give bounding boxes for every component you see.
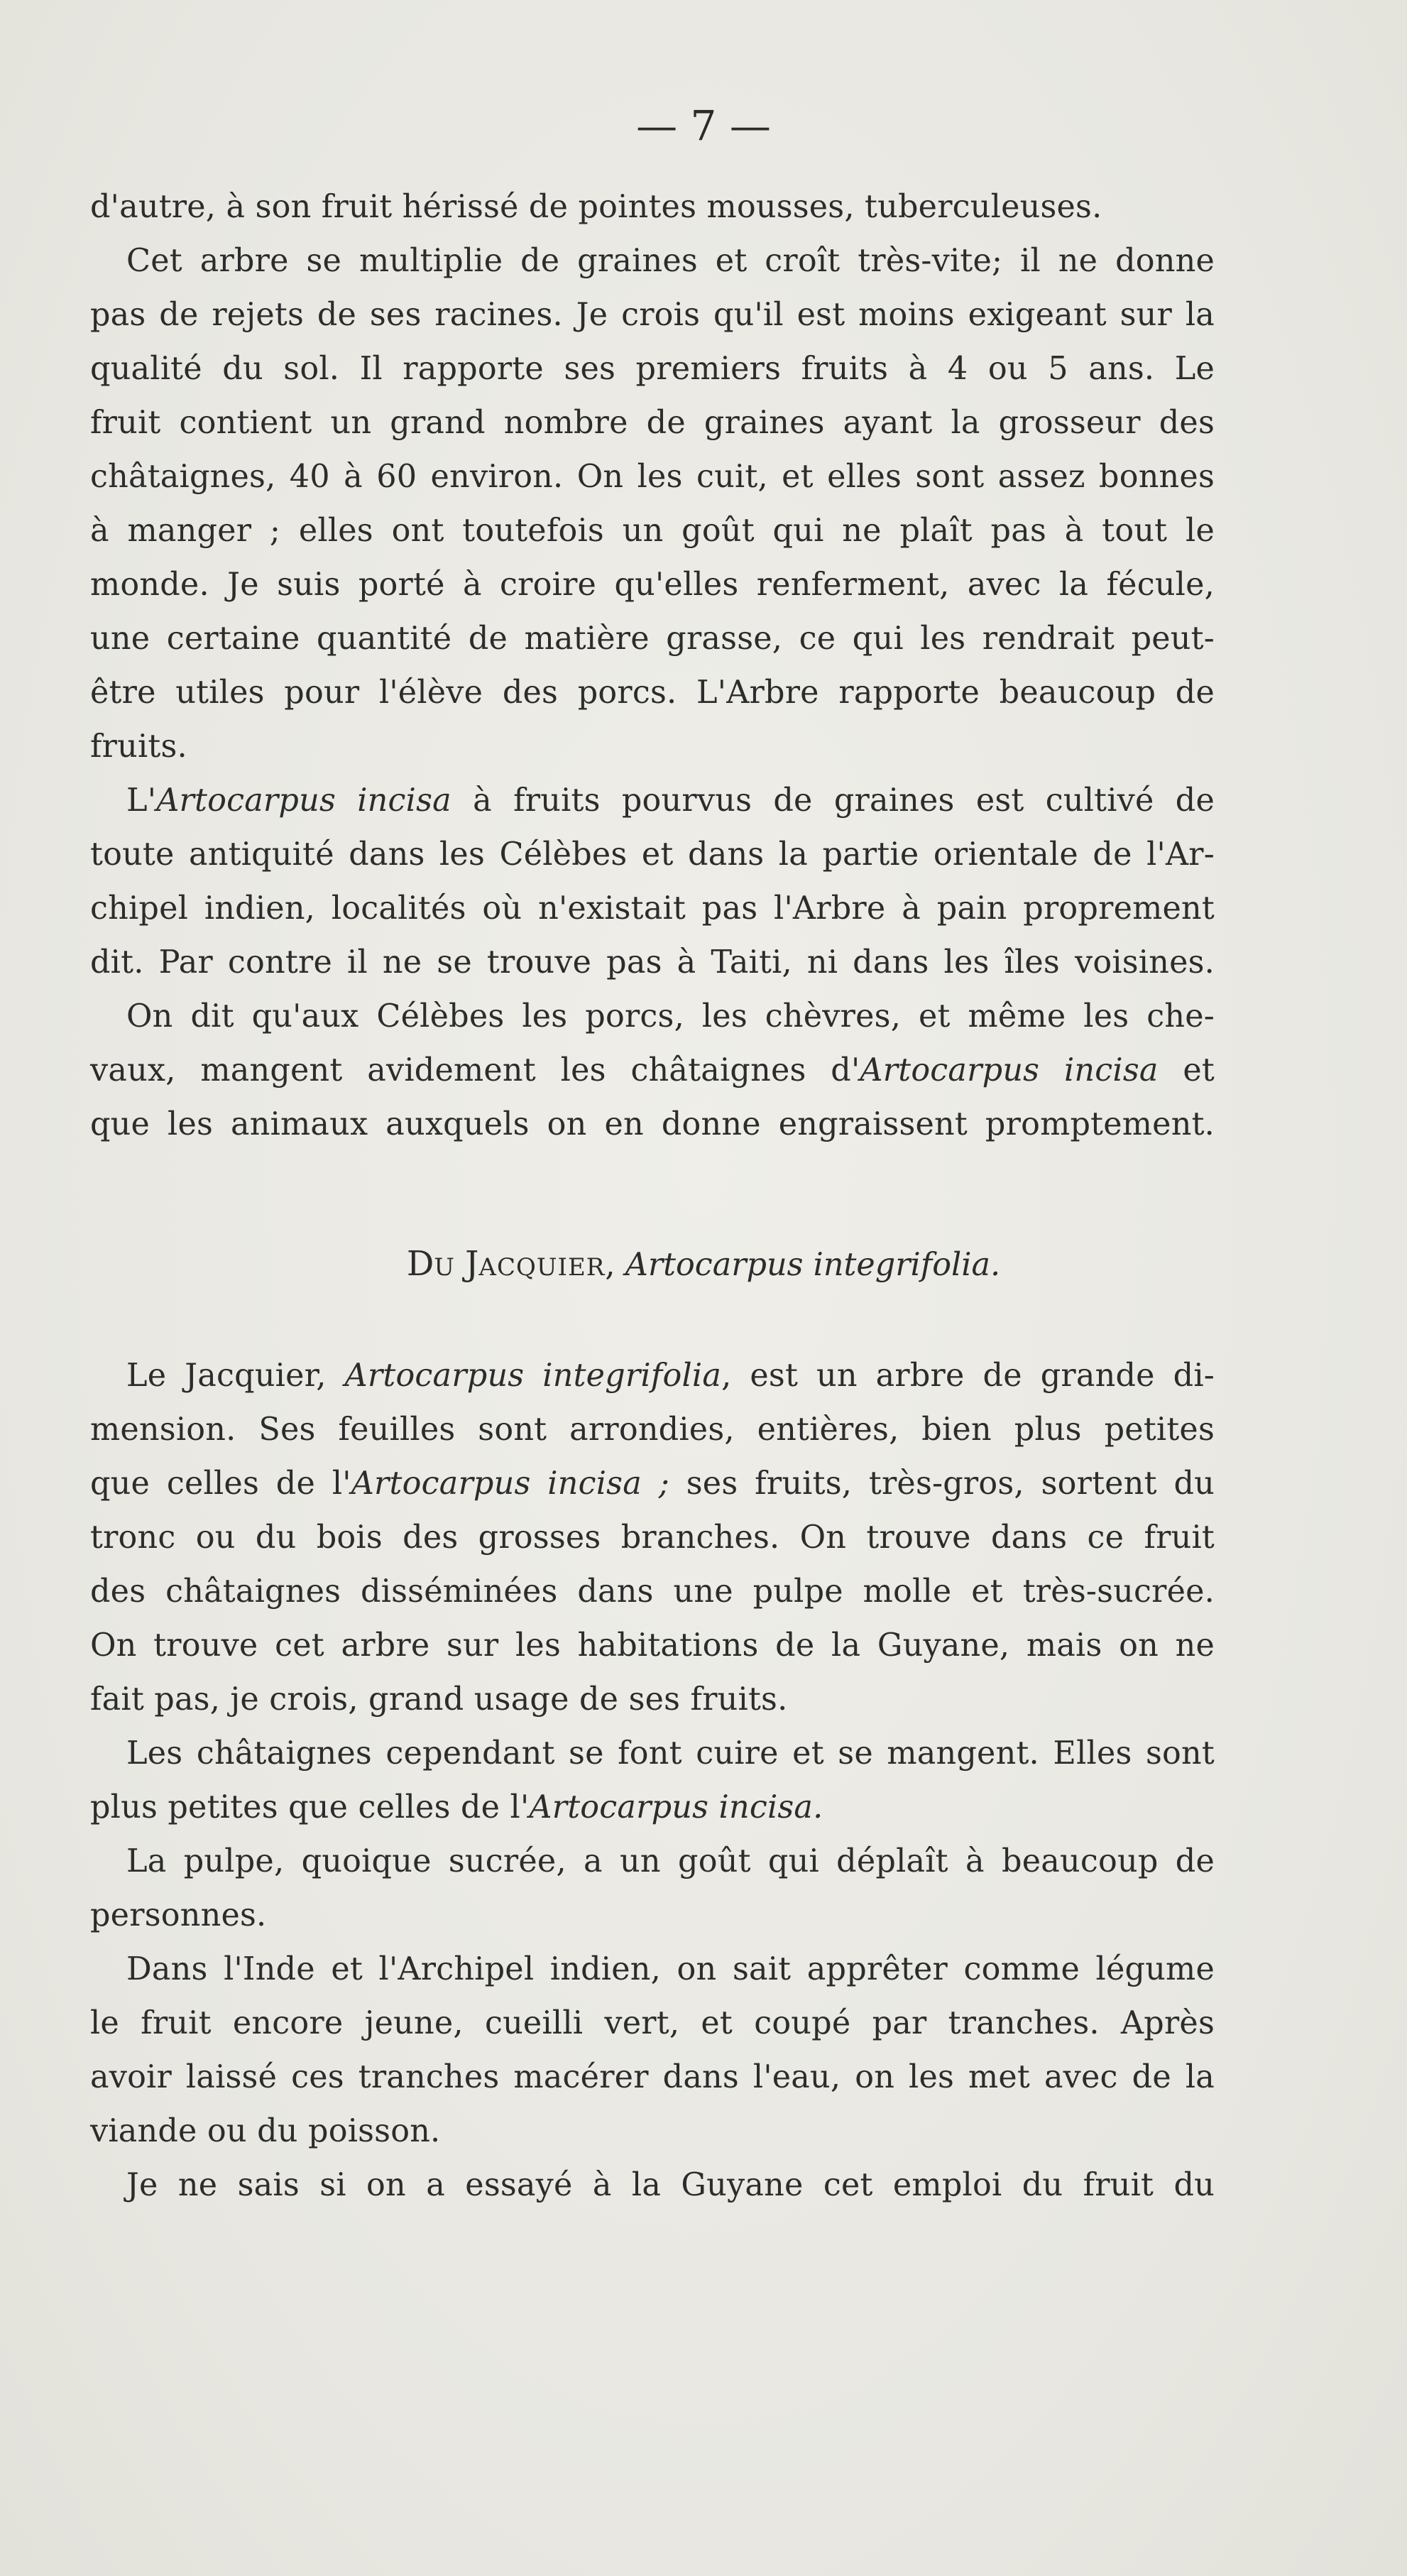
text-line: fruit contient un grand nombre de graines ayant la grosseur des	[90, 405, 1215, 441]
text-line: On dit qu'aux Célèbes les porcs, les chèvres, et même les che-	[126, 998, 1215, 1035]
section-heading: DU JACQUIER, Artocarpus integrifolia.	[406, 1244, 1001, 1284]
text-line: Les châtaignes cependant se font cuire et se mangent. Elles sont	[126, 1735, 1215, 1772]
species-name: Artocarpus incisa ;	[351, 1466, 669, 1502]
text-line: être utiles pour l'élève des porcs. L'Arbre rapporte beaucoup de	[90, 675, 1215, 711]
text-line: des châtaignes disséminées dans une pulpe molle et très-sucrée.	[90, 1573, 1215, 1610]
text-line: Je ne sais si on a essayé à la Guyane cet emploi du fruit du	[126, 2167, 1215, 2203]
text-line: avoir laissé ces tranches macérer dans l'eau, on les met avec de la	[90, 2059, 1215, 2095]
text-line: que celles de l'Artocarpus incisa ; ses fruits, très-gros, sortent du	[90, 1466, 1215, 1502]
text-line: monde. Je suis porté à croire qu'elles renferment, avec la fécule,	[90, 567, 1215, 603]
text-line: On trouve cet arbre sur les habitations de la Guyane, mais on ne	[90, 1627, 1215, 1664]
text-line: chipel indien, localités où n'existait pas l'Arbre à pain proprement	[90, 890, 1215, 927]
text-line: châtaignes, 40 à 60 environ. On les cuit, et elles sont assez bonnes	[90, 459, 1215, 495]
text-line: vaux, mangent avidement les châtaignes d'Artocarpus incisa et	[90, 1052, 1215, 1088]
text-line: mension. Ses feuilles sont arrondies, entières, bien plus petites	[90, 1412, 1215, 1448]
text-line: plus petites que celles de l'Artocarpus incisa.	[90, 1789, 823, 1825]
text-line: L'Artocarpus incisa à fruits pourvus de graines est cultivé de	[126, 782, 1215, 819]
text-line: une certaine quantité de matière grasse, ce qui les rendrait peut-	[90, 621, 1215, 657]
text-line: La pulpe, quoique sucrée, a un goût qui déplaît à beaucoup de	[126, 1843, 1215, 1879]
text-line: personnes.	[90, 1897, 267, 1933]
species-name: Artocarpus integrifolia	[344, 1358, 722, 1394]
text-line: dit. Par contre il ne se trouve pas à Taiti, ni dans les îles voisines.	[90, 944, 1215, 981]
text-line: Le Jacquier, Artocarpus integrifolia, est un arbre de grande di-	[126, 1358, 1215, 1394]
text-line: le fruit encore jeune, cueilli vert, et coupé par tranches. Après	[90, 2005, 1215, 2041]
text-line: pas de rejets de ses racines. Je crois qu'il est moins exigeant sur la	[90, 297, 1215, 333]
text-line: toute antiquité dans les Célèbes et dans la partie orientale de l'Ar-	[90, 836, 1215, 873]
text-line: tronc ou du bois des grosses branches. On trouve dans ce fruit	[90, 1519, 1215, 1556]
text-line: fruits.	[90, 728, 187, 765]
species-name: Artocarpus incisa	[860, 1052, 1159, 1088]
heading-species-name: Artocarpus integrifolia.	[625, 1247, 1001, 1283]
species-name: Artocarpus incisa.	[529, 1789, 823, 1825]
text-line: à manger ; elles ont toutefois un goût qui ne plaît pas à tout le	[90, 513, 1215, 549]
text-line: que les animaux auxquels on en donne engraissent promptement.	[90, 1106, 1215, 1142]
text-line: qualité du sol. Il rapporte ses premiers fruits à 4 ou 5 ans. Le	[90, 351, 1215, 387]
text-line: d'autre, à son fruit hérissé de pointes mousses, tuberculeuses.	[90, 189, 1102, 225]
species-name: Artocarpus incisa	[156, 782, 451, 819]
text-line: viande ou du poisson.	[90, 2113, 441, 2149]
text-line: fait pas, je crois, grand usage de ses fruits.	[90, 1681, 788, 1718]
page-number: — 7 —	[636, 102, 771, 150]
text-line: Cet arbre se multiplie de graines et croît très-vite; il ne donne	[126, 243, 1215, 279]
text-line: Dans l'Inde et l'Archipel indien, on sait apprêter comme légume	[126, 1951, 1215, 1987]
